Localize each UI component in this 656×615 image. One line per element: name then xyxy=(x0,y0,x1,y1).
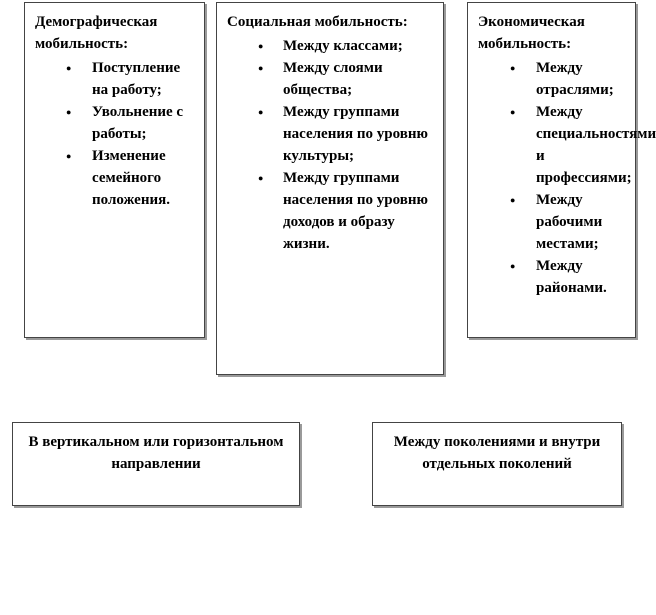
list-item: ● Между отраслями; xyxy=(536,57,631,101)
economic-mobility-title xyxy=(478,11,635,55)
economic-mobility-list xyxy=(536,57,656,299)
list-item: ● Между группами населения по уровню доходов и образу жизни. xyxy=(283,167,433,255)
list-item: ● Между слоями общества; xyxy=(283,57,433,101)
economic-title-line2: мобильность: xyxy=(478,36,572,52)
list-item: ● Между специальностями и профессиями; xyxy=(536,101,631,189)
demographic-mobility-list xyxy=(92,57,196,211)
vertical-horizontal-direction-text: В вертикальном или горизонтальном направлении xyxy=(28,434,284,472)
social-mobility-list xyxy=(283,35,433,255)
list-item: ● Изменение семейного положения. xyxy=(92,145,196,211)
list-item: ● Поступление на работу; xyxy=(92,57,196,101)
generations-text: Между поколениями и внутри отдельных поколений xyxy=(393,434,601,472)
list-item: ● Между районами. xyxy=(536,255,631,299)
demographic-mobility-title xyxy=(35,11,204,55)
economic-mobility-box xyxy=(467,2,656,338)
vertical-horizontal-direction-box xyxy=(12,422,300,506)
list-item: ● Увольнение с работы; xyxy=(92,101,196,145)
generations-box xyxy=(372,422,622,506)
social-mobility-title: Социальная мобильность: xyxy=(227,14,408,30)
list-item: ● Между группами населения по уровню культуры; xyxy=(283,101,433,167)
list-item: ● Между рабочими местами; xyxy=(536,189,631,255)
social-mobility-box xyxy=(216,2,444,375)
demographic-title-line2: мобильность: xyxy=(35,36,129,52)
economic-title-line1: Экономическая xyxy=(478,14,585,30)
demographic-mobility-box xyxy=(24,2,205,338)
list-item: ● Между классами; xyxy=(283,35,433,57)
demographic-title-line1: Демографическая xyxy=(35,14,158,30)
